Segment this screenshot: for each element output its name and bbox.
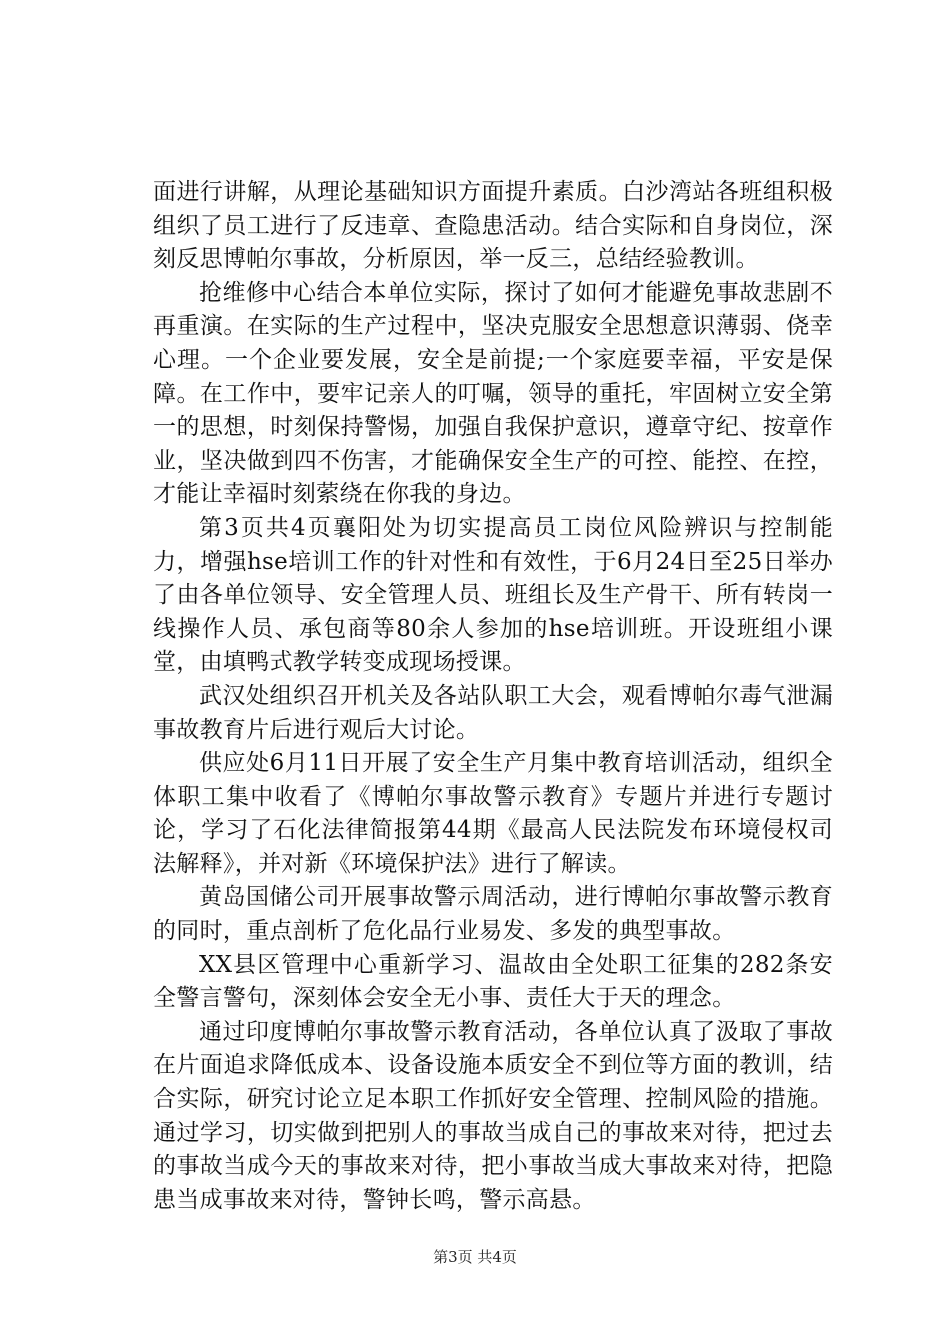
- paragraph-2: 抢维修中心结合本单位实际，探讨了如何才能避免事故悲剧不再重演。在实际的生产过程中，坚决克服安全思想意识薄弱、侥幸心理。一个企业要发展，安全是前提;一个家庭要幸福，平安是保障。在工作中，要牢记亲人的叮嘱，领导的重托，牢固树立安全第一的思想，时刻保持警惕，加强自我保护意识，遵章守纪、按章作业，坚决做到四不伤害，才能确保安全生产的可控、能控、在控，才能让幸福时刻萦绕在你我的身边。: [153, 279, 833, 508]
- paragraph-5: 供应处6月11日开展了安全生产月集中教育培训活动，组织全体职工集中收看了《博帕尔事故警示教育》专题片并进行专题讨论，学习了石化法律简报第44期《最高人民法院发布环境侵权司法解释》，并对新《环境保护法》进行了解读。: [153, 750, 833, 877]
- paragraph-6: 黄岛国储公司开展事故警示周活动，进行博帕尔事故警示教育的同时，重点剖析了危化品行业易发、多发的典型事故。: [153, 884, 833, 945]
- paragraph-4: 武汉处组织召开机关及各站队职工大会，观看博帕尔毒气泄漏事故教育片后进行观后大讨论。: [153, 682, 833, 743]
- page-number-footer: 第3页 共4页: [433, 1248, 517, 1266]
- document-body: [153, 176, 833, 1217]
- paragraph-8: 通过印度博帕尔事故警示教育活动，各单位认真了汲取了事故在片面追求降低成本、设备设施本质安全不到位等方面的教训，结合实际，研究讨论立足本职工作抓好安全管理、控制风险的措施。通过学习，切实做到把别人的事故当成自己的事故来对待，把过去的事故当成今天的事故来对待，把小事故当成大事故来对待，把隐患当成事故来对待，警钟长鸣，警示高悬。: [153, 1018, 833, 1213]
- paragraph-1: 面进行讲解，从理论基础知识方面提升素质。白沙湾站各班组积极组织了员工进行了反违章、查隐患活动。结合实际和自身岗位，深刻反思博帕尔事故，分析原因，举一反三，总结经验教训。: [153, 179, 833, 273]
- paragraph-3: 第3页共4页襄阳处为切实提高员工岗位风险辨识与控制能力，增强hse培训工作的针对性和有效性，于6月24日至25日举办了由各单位领导、安全管理人员、班组长及生产骨干、所有转岗一线操作人员、承包商等80余人参加的hse培训班。开设班组小课堂，由填鸭式教学转变成现场授课。: [153, 514, 833, 676]
- paragraph-7: XX县区管理中心重新学习、温故由全处职工征集的282条安全警言警句，深刻体会安全无小事、责任大于天的理念。: [153, 951, 833, 1012]
